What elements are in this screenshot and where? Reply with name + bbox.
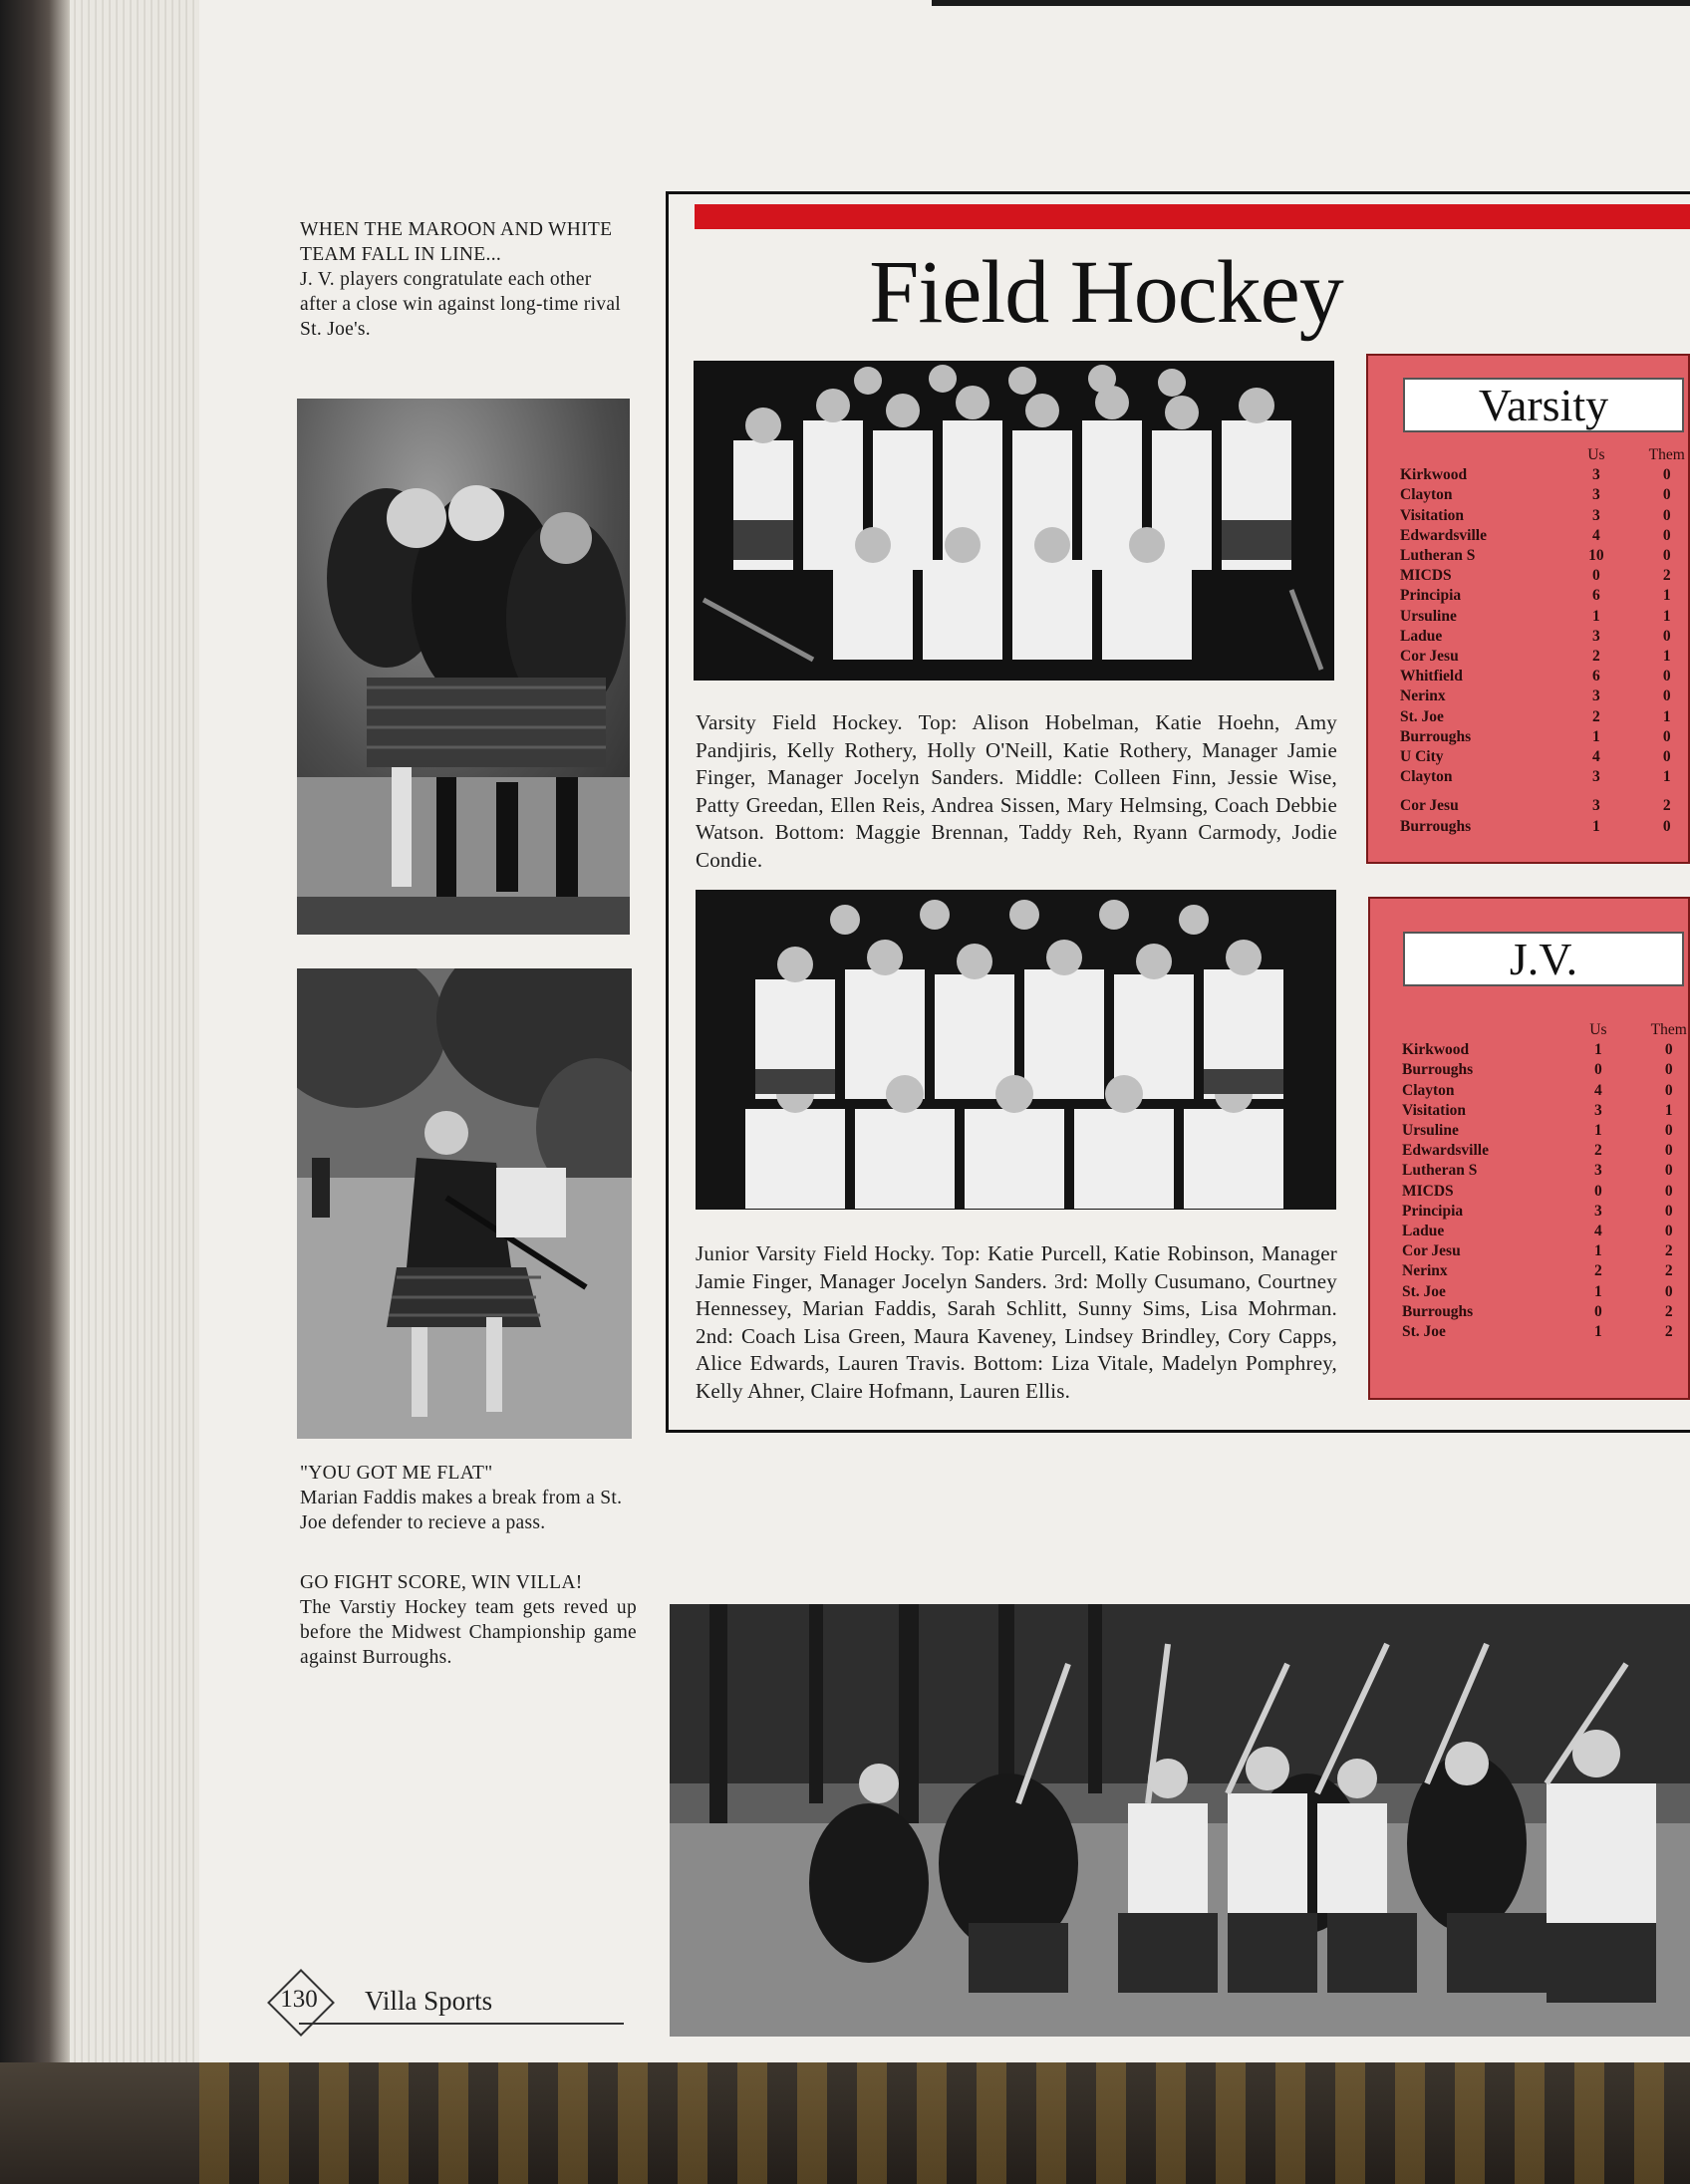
them-cell: 0: [1664, 1282, 1673, 1300]
them-column-header: Them: [1650, 1021, 1687, 1038]
us-cell: 2: [1594, 1262, 1602, 1280]
varsity-team-photo: [694, 361, 1334, 681]
them-column-header: Them: [1648, 446, 1685, 463]
table-row: [1402, 1101, 1690, 1121]
table-row: [1402, 1222, 1690, 1241]
us-cell: 3: [1592, 506, 1600, 524]
them-cell: 1: [1662, 707, 1671, 725]
us-column-header: Us: [1589, 1021, 1607, 1038]
opponent-cell: Lutheran S: [1402, 1162, 1478, 1180]
us-cell: 2: [1592, 707, 1600, 725]
us-cell: 1: [1592, 727, 1600, 745]
them-cell: 1: [1662, 648, 1671, 666]
opponent-cell: Clayton: [1400, 486, 1453, 504]
opponent-cell: Visitation: [1402, 1101, 1467, 1119]
page-stack-edges: [70, 0, 209, 2102]
us-cell: 0: [1594, 1302, 1602, 1320]
table-row: [1402, 1040, 1690, 1060]
us-cell: 3: [1592, 466, 1600, 484]
them-cell: 0: [1662, 466, 1671, 484]
them-cell: 0: [1662, 486, 1671, 504]
opponent-cell: Nerinx: [1402, 1262, 1448, 1280]
table-row: [1400, 767, 1689, 787]
opponent-cell: Burroughs: [1400, 727, 1472, 745]
us-cell: 2: [1594, 1142, 1602, 1160]
them-cell: 0: [1662, 727, 1671, 745]
them-cell: 0: [1662, 817, 1671, 835]
them-cell: 2: [1664, 1302, 1673, 1320]
them-cell: 0: [1662, 748, 1671, 766]
footer-rule: [299, 2023, 624, 2025]
jv-scores-table: [1402, 1020, 1690, 1342]
them-cell: 2: [1664, 1323, 1673, 1341]
varsity-scores-table: [1400, 445, 1689, 837]
table-row: [1400, 526, 1689, 546]
opponent-cell: Burroughs: [1402, 1302, 1474, 1320]
table-row: [1400, 506, 1689, 526]
us-cell: 1: [1594, 1122, 1602, 1140]
table-row: [1400, 727, 1689, 747]
table-row: [1402, 1282, 1690, 1302]
table-row: [1400, 667, 1689, 686]
them-cell: 2: [1662, 567, 1671, 585]
varsity-scores-panel: [1366, 354, 1690, 864]
table-row: [1400, 627, 1689, 647]
flat-caption: [300, 1461, 637, 1535]
us-cell: 4: [1594, 1081, 1602, 1099]
table-row: [1400, 707, 1689, 727]
fight-caption-body: The Varstiy Hockey team gets reved up before the Midwest Championship game against Burroughs.: [300, 1597, 637, 1668]
us-cell: 1: [1592, 817, 1600, 835]
them-cell: 0: [1664, 1081, 1673, 1099]
us-cell: 1: [1594, 1041, 1602, 1059]
us-cell: 1: [1594, 1242, 1602, 1260]
us-cell: 4: [1592, 748, 1600, 766]
flat-caption-body: Marian Faddis makes a break from a St. Joe defender to recieve a pass.: [300, 1488, 623, 1533]
opponent-cell: MICDS: [1400, 567, 1452, 585]
table-row: [1400, 686, 1689, 706]
them-cell: 0: [1664, 1223, 1673, 1240]
us-cell: 2: [1592, 648, 1600, 666]
jv-photo-caption: Junior Varsity Field Hocky. Top: Katie Purcell, Katie Robinson, Manager Jamie Finger, Manager Jocelyn Sanders. 3rd: Molly Cusumano, Courtney Hennessey, Marian Faddis, Sarah Schlitt, Sunny Sims, Lisa Mohrman. 2nd: Coach Lisa Green, Maura Kaveney, Lindsey Brindley, Cory Capps, Alice Edwards, Lauren Travis. Bottom: Liza Vitale, Madelyn Pomphrey, Kelly Ahner, Claire Hofmann, Lauren Ellis.: [696, 1241, 1337, 1403]
us-cell: 3: [1594, 1162, 1602, 1180]
us-cell: 3: [1592, 687, 1600, 705]
team-pregame-photo: [670, 1604, 1690, 2037]
table-row: [1402, 1182, 1690, 1202]
opponent-cell: Ladue: [1400, 627, 1443, 645]
page-title: Field Hockey: [869, 243, 1343, 342]
opponent-cell: Cor Jesu: [1400, 648, 1459, 666]
varsity-scores-heading: Varsity: [1403, 378, 1684, 432]
us-cell: 6: [1592, 587, 1600, 605]
table-row: [1402, 1302, 1690, 1322]
opponent-cell: U City: [1400, 748, 1444, 766]
us-cell: 0: [1594, 1182, 1602, 1200]
them-cell: 1: [1662, 607, 1671, 625]
page-number: 130: [280, 1986, 318, 2013]
player-running-photo: [297, 968, 632, 1439]
us-cell: 3: [1592, 768, 1600, 786]
them-cell: 0: [1662, 627, 1671, 645]
us-cell: 0: [1594, 1061, 1602, 1079]
us-cell: 3: [1594, 1101, 1602, 1119]
table-header-row: [1400, 445, 1689, 465]
section-name: Villa Sports: [365, 1986, 493, 2016]
facing-page-edge: [932, 0, 1690, 6]
table-row: [1402, 1141, 1690, 1161]
opponent-cell: Cor Jesu: [1400, 797, 1459, 815]
opponent-cell: Ursuline: [1400, 607, 1457, 625]
fight-caption-headline: GO FIGHT SCORE, WIN VILLA!: [300, 1572, 583, 1593]
celebrate-caption-headline: WHEN THE MAROON AND WHITE TEAM FALL IN LINE...: [300, 219, 613, 265]
opponent-cell: Ladue: [1402, 1223, 1445, 1240]
them-cell: 0: [1664, 1162, 1673, 1180]
opponent-cell: St. Joe: [1402, 1323, 1446, 1341]
opponent-cell: Kirkwood: [1400, 466, 1468, 484]
fight-caption: [300, 1570, 637, 1670]
book-binding: [0, 0, 70, 2184]
them-cell: 0: [1664, 1061, 1673, 1079]
opponent-cell: Principia: [1400, 587, 1462, 605]
table-row: [1400, 787, 1689, 816]
opponent-cell: Visitation: [1400, 506, 1465, 524]
them-cell: 1: [1662, 768, 1671, 786]
us-cell: 1: [1592, 607, 1600, 625]
us-cell: 0: [1592, 567, 1600, 585]
them-cell: 0: [1662, 668, 1671, 685]
table-row: [1402, 1161, 1690, 1181]
us-cell: 10: [1588, 547, 1604, 565]
us-cell: 1: [1594, 1323, 1602, 1341]
them-cell: 0: [1664, 1142, 1673, 1160]
them-cell: 0: [1664, 1122, 1673, 1140]
opponent-cell: MICDS: [1402, 1182, 1454, 1200]
celebrate-caption: [300, 217, 631, 342]
table-row: [1402, 1121, 1690, 1141]
jv-scores-heading: J.V.: [1403, 932, 1684, 986]
table-row: [1400, 485, 1689, 505]
table-row: [1402, 1241, 1690, 1261]
us-cell: 3: [1592, 627, 1600, 645]
opponent-cell: Whitfield: [1400, 668, 1463, 685]
table-row: [1400, 546, 1689, 566]
them-cell: 1: [1664, 1101, 1673, 1119]
them-cell: 2: [1662, 797, 1671, 815]
them-cell: 0: [1664, 1182, 1673, 1200]
them-cell: 0: [1664, 1041, 1673, 1059]
opponent-cell: Burroughs: [1400, 817, 1472, 835]
us-cell: 4: [1594, 1223, 1602, 1240]
us-column-header: Us: [1587, 446, 1605, 463]
players-hug-photo: [297, 399, 630, 935]
opponent-cell: Clayton: [1402, 1081, 1455, 1099]
table-row: [1402, 1060, 1690, 1080]
page-footer: [269, 1971, 628, 2041]
table-row: [1402, 1081, 1690, 1101]
table-row: [1400, 465, 1689, 485]
jv-scores-panel: [1368, 897, 1690, 1400]
opponent-cell: Lutheran S: [1400, 547, 1476, 565]
jv-team-photo: [696, 890, 1336, 1210]
varsity-photo-caption: Varsity Field Hockey. Top: Alison Hobelman, Katie Hoehn, Amy Pandjiris, Kelly Rothery, Holly O'Neill, Katie Rothery, Manager Jamie Finger, Manager Jocelyn Sanders. Middle: Colleen Finn, Jessie Wise, Patty Greedan, Ellen Reis, Andrea Sissen, Mary Helmsing, Coach Debbie Watson. Bottom: Maggie Brennan, Taddy Reh, Ryann Carmody, Jodie Condie.: [696, 710, 1337, 872]
them-cell: 2: [1664, 1242, 1673, 1260]
table-row: [1400, 586, 1689, 606]
them-cell: 0: [1662, 506, 1671, 524]
table-row: [1402, 1202, 1690, 1222]
opponent-cell: Kirkwood: [1402, 1041, 1470, 1059]
opponent-cell: Edwardsville: [1402, 1142, 1489, 1160]
them-cell: 1: [1662, 587, 1671, 605]
us-cell: 3: [1592, 797, 1600, 815]
table-header-row: [1402, 1020, 1690, 1040]
title-accent-bar: [695, 204, 1690, 229]
opponent-column-header: [1400, 445, 1577, 465]
opponent-cell: Clayton: [1400, 768, 1453, 786]
table-row: [1402, 1261, 1690, 1281]
table-row: [1400, 817, 1689, 837]
opponent-cell: Nerinx: [1400, 687, 1446, 705]
us-cell: 4: [1592, 526, 1600, 544]
table-row: [1400, 747, 1689, 767]
them-cell: 0: [1662, 526, 1671, 544]
us-cell: 6: [1592, 668, 1600, 685]
us-cell: 3: [1592, 486, 1600, 504]
them-cell: 0: [1662, 547, 1671, 565]
opponent-cell: St. Joe: [1400, 707, 1444, 725]
opponent-column-header: [1402, 1020, 1579, 1040]
opponent-cell: St. Joe: [1402, 1282, 1446, 1300]
opponent-cell: Cor Jesu: [1402, 1242, 1461, 1260]
opponent-cell: Principia: [1402, 1202, 1464, 1220]
celebrate-caption-body: J. V. players congratulate each other after a close win against long-time rival St. Joe's.: [300, 269, 622, 340]
them-cell: 2: [1664, 1262, 1673, 1280]
opponent-cell: Burroughs: [1402, 1061, 1474, 1079]
opponent-cell: Ursuline: [1402, 1122, 1459, 1140]
table-row: [1400, 566, 1689, 586]
opponent-cell: Edwardsville: [1400, 526, 1487, 544]
table-row: [1400, 607, 1689, 627]
table-surface: [0, 2062, 1690, 2184]
table-row: [1402, 1322, 1690, 1342]
flat-caption-headline: "YOU GOT ME FLAT": [300, 1463, 493, 1484]
us-cell: 1: [1594, 1282, 1602, 1300]
table-row: [1400, 647, 1689, 667]
us-cell: 3: [1594, 1202, 1602, 1220]
them-cell: 0: [1664, 1202, 1673, 1220]
them-cell: 0: [1662, 687, 1671, 705]
